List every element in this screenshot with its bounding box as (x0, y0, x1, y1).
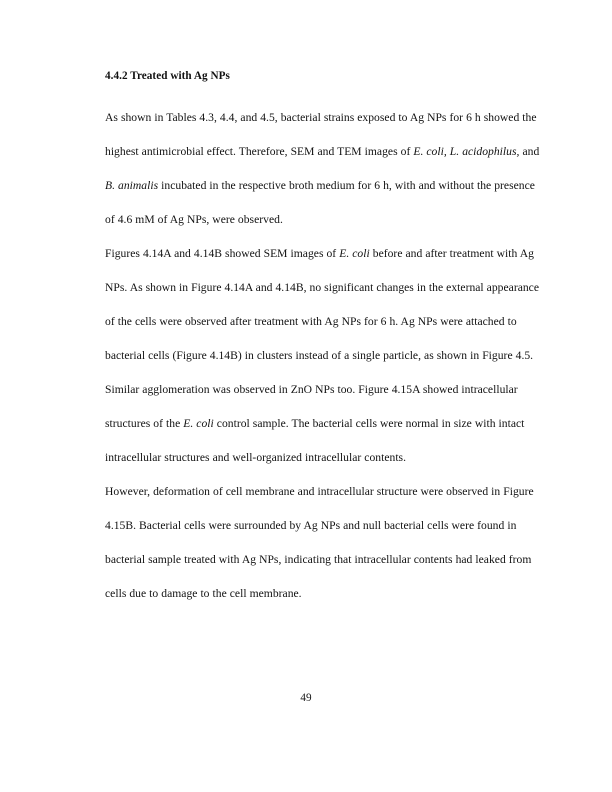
page-content (105, 68, 543, 611)
scientific-name: E. coli (183, 417, 214, 430)
scientific-name: E. coli, L. acidophilus, (413, 145, 520, 158)
paragraph-1: As shown in Tables 4.3, 4.4, and 4.5, bacterial strains exposed to Ag NPs for 6 h showed the highest antimicrobial effect. Therefore, SEM and TEM images of E. coli, L. acidophilus, and B. animalis incubated in the respective broth medium for 6 h, with and without the presence of 4.6 mM of Ag NPs, were observed. (105, 111, 540, 226)
paragraph-2: Figures 4.14A and 4.14B showed SEM images of E. coli before and after treatment with Ag NPs. As shown in Figure 4.14A and 4.14B, no significant changes in the external appearance of the cells were observed after treatment with Ag NPs for 6 h. Ag NPs were attached to bacterial cells (Figure 4.14B) in clusters instead of a single particle, as shown in Figure 4.5. Similar agglomeration was observed in ZnO NPs too. Figure 4.15A showed intracellular structures of the E. coli control sample. The bacterial cells were normal in size with intact intracellular structures and well-organized intracellular contents. (105, 247, 540, 464)
scientific-name: E. coli (339, 247, 370, 260)
section-heading: 4.4.2 Treated with Ag NPs (105, 70, 230, 82)
scientific-name: B. animalis (105, 179, 159, 192)
page-number: 49 (300, 692, 312, 704)
paragraph-3: However, deformation of cell membrane and intracellular structure were observed in Figure 4.15B. Bacterial cells were surrounded by Ag NPs and null bacterial cells were found in bacterial sample treated with Ag NPs, indicating that intracellular contents had leaked from cells due to damage to the cell membrane. (105, 485, 534, 600)
